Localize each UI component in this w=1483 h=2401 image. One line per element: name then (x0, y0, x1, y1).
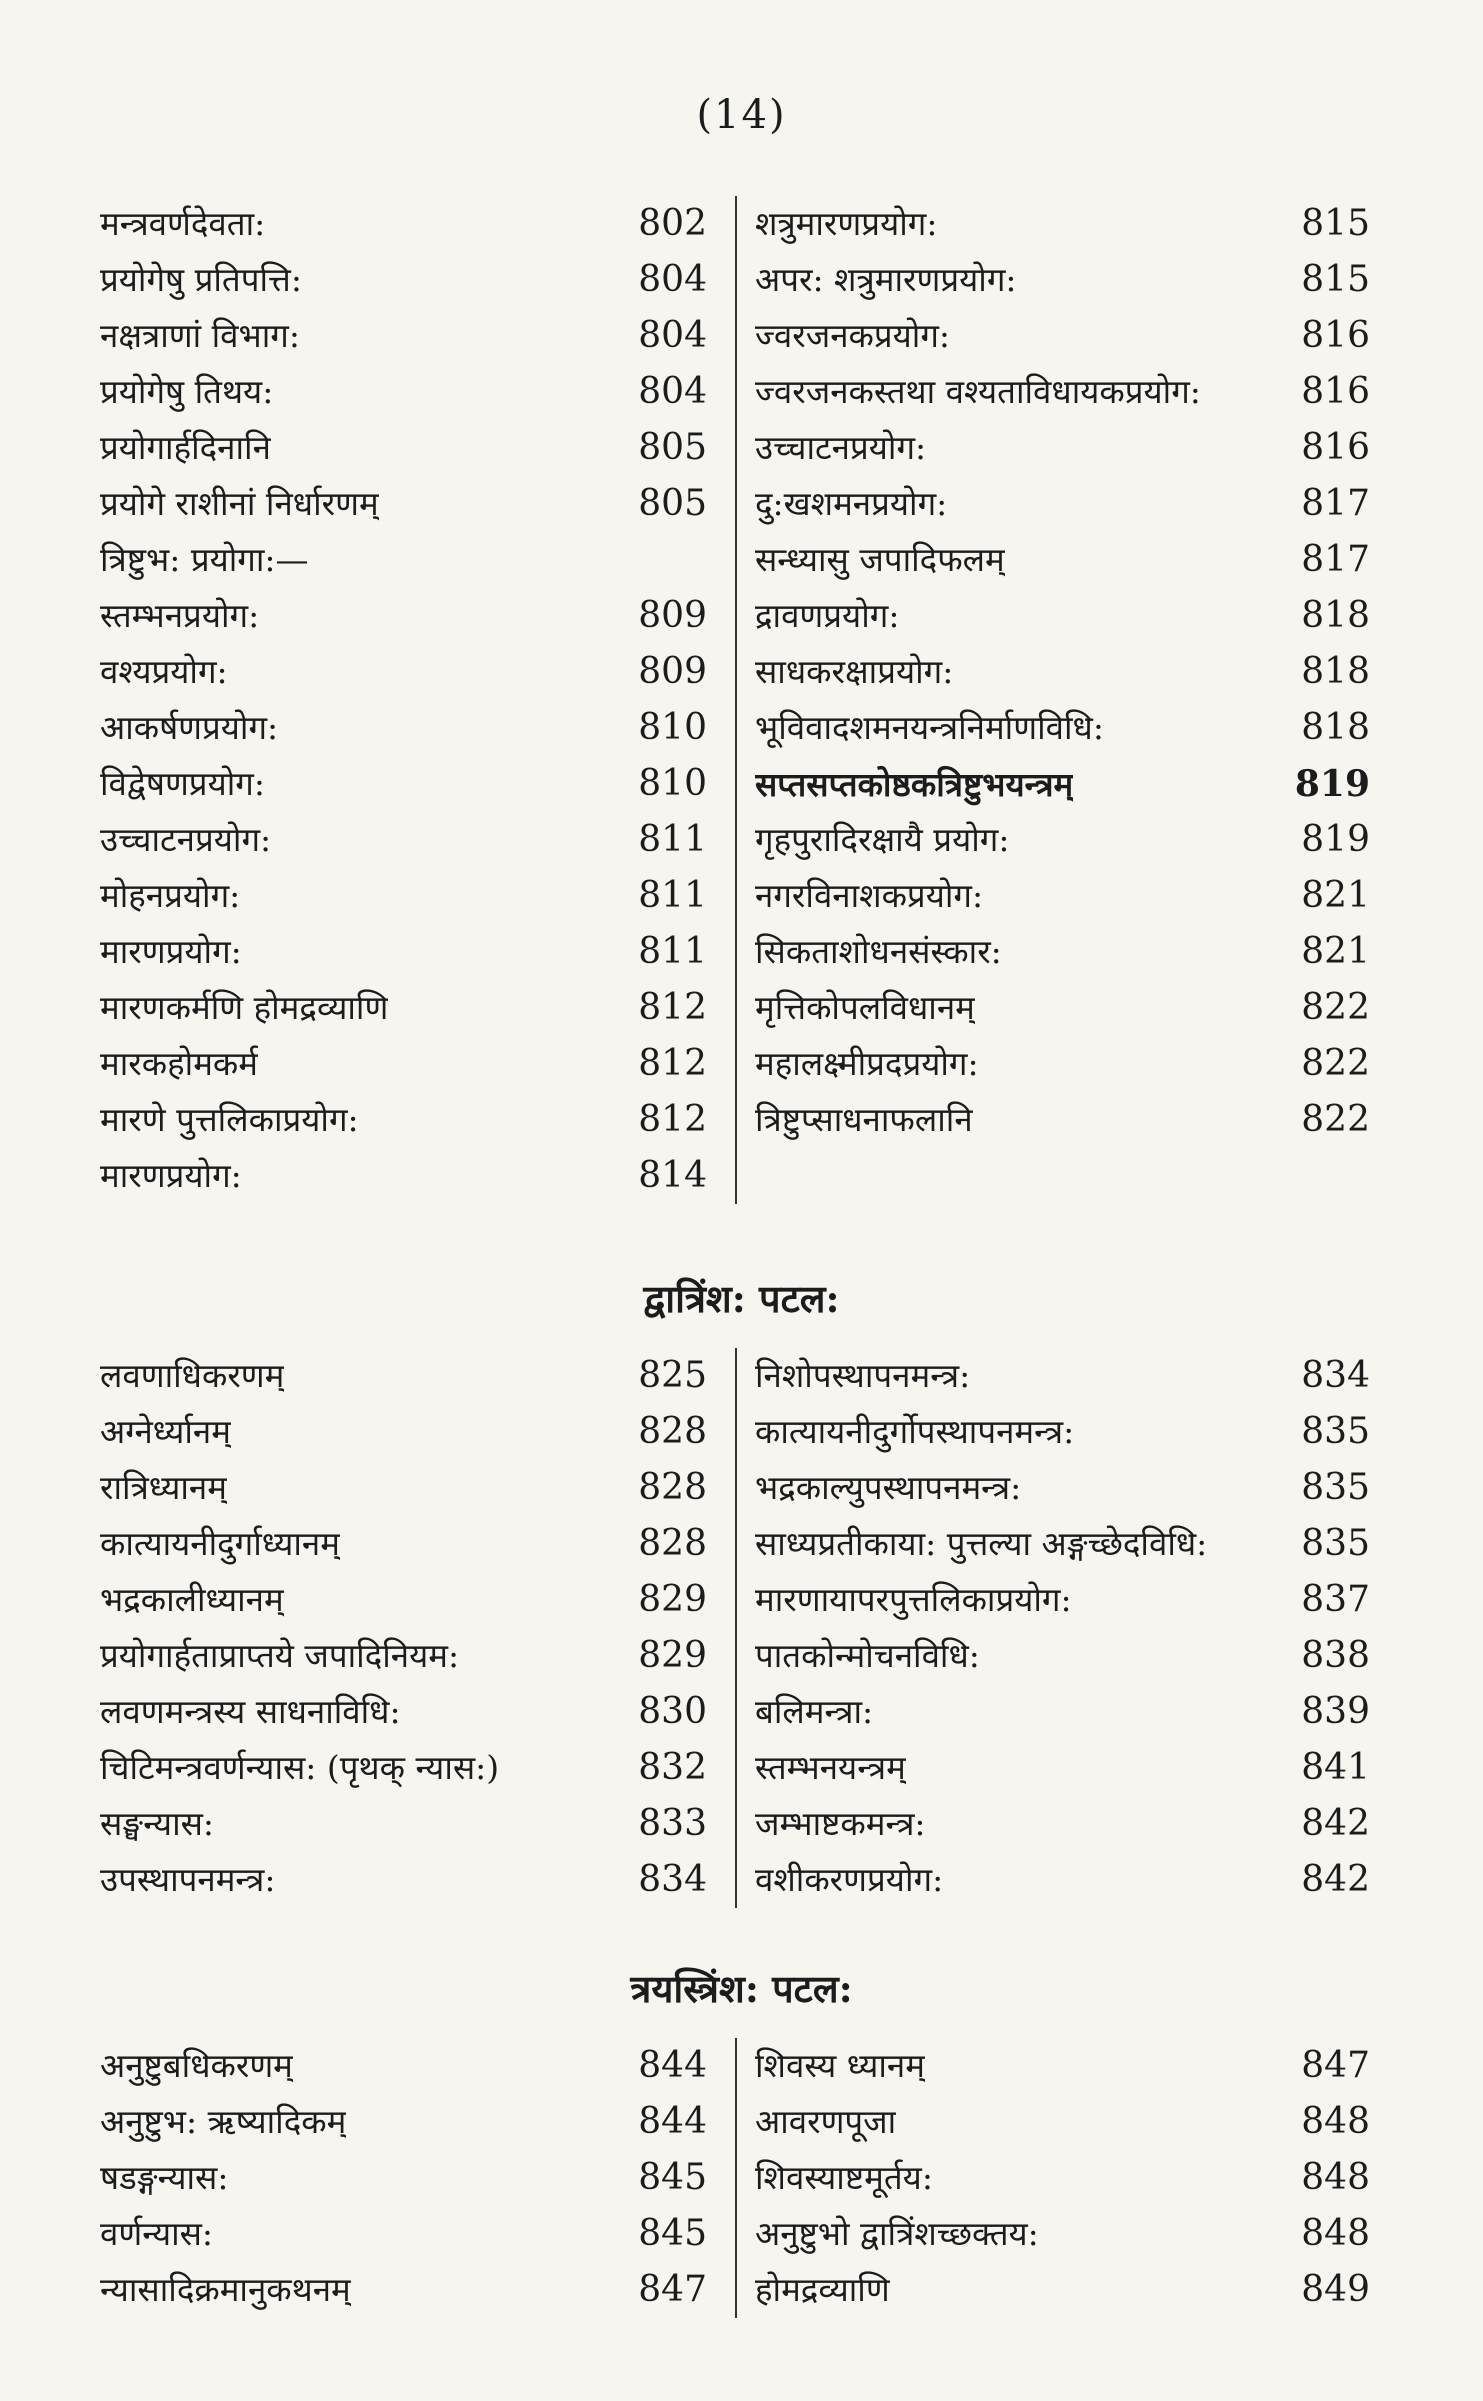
entry-title: विद्वेषणप्रयोग: (100, 764, 265, 803)
entry-page-number: 844 (638, 2101, 707, 2142)
entry-page-number: 816 (1301, 315, 1370, 356)
entry-title: अग्नेर्ध्यानम् (100, 1412, 231, 1451)
entry-title: रात्रिध्यानम् (100, 1468, 227, 1507)
toc-entry (755, 532, 1370, 588)
entry-title: आकर्षणप्रयोग: (100, 708, 279, 747)
entry-page-number: 812 (638, 987, 707, 1028)
section-1-right-column (735, 196, 1370, 1204)
entry-title: मारणप्रयोग: (100, 932, 242, 971)
entry-page-number: 835 (1301, 1411, 1370, 1452)
entry-title: ज्वरजनकप्रयोग: (755, 316, 951, 355)
entry-page-number: 834 (638, 1859, 707, 1900)
entry-title: शिवस्य ध्यानम् (755, 2046, 925, 2085)
entry-page-number: 847 (1301, 2045, 1370, 2086)
section-3-right-column (735, 2038, 1370, 2318)
toc-entry (100, 1516, 707, 1572)
toc-entry (100, 1092, 707, 1148)
entry-title: चिटिमन्त्रवर्णन्यास: (पृथक् न्यास:) (100, 1748, 500, 1787)
toc-entry (755, 2038, 1370, 2094)
entry-page-number: 839 (1301, 1691, 1370, 1732)
toc-entry (755, 308, 1370, 364)
entry-title: प्रयोगार्हदिनानि (100, 428, 271, 467)
toc-entry (100, 644, 707, 700)
entry-title: बलिमन्त्रा: (755, 1692, 874, 1731)
entry-page-number: 804 (638, 315, 707, 356)
entry-page-number: 809 (638, 595, 707, 636)
entry-title: आवरणपूजा (755, 2102, 897, 2141)
section-1 (100, 196, 1370, 1204)
entry-page-number: 841 (1301, 1747, 1370, 1788)
toc-entry (755, 2150, 1370, 2206)
entry-title: मृत्तिकोपलविधानम् (755, 988, 975, 1027)
entry-title: मारणप्रयोग: (100, 1156, 242, 1195)
toc-entry (100, 1572, 707, 1628)
toc-entry (755, 1348, 1370, 1404)
entry-title: साधकरक्षाप्रयोग: (755, 652, 954, 691)
entry-title: सप्तसप्तकोष्ठकत्रिष्टुभयन्त्रम् (755, 765, 1074, 804)
entry-page-number: 812 (638, 1043, 707, 1084)
entry-title: लवणाधिकरणम् (100, 1356, 285, 1395)
toc-entry (100, 1404, 707, 1460)
entry-page-number: 822 (1301, 1043, 1370, 1084)
entry-title: मारणे पुत्तलिकाप्रयोग: (100, 1100, 359, 1139)
entry-title: द्रावणप्रयोग: (755, 596, 900, 635)
toc-entry (755, 1740, 1370, 1796)
toc-entry (100, 700, 707, 756)
entry-title: प्रयोगेषु तिथय: (100, 372, 274, 411)
entry-page-number: 811 (638, 931, 707, 972)
entry-title: शिवस्याष्टमूर्तय: (755, 2158, 933, 2197)
toc-entry (100, 420, 707, 476)
entry-title: सन्ध्यासु जपादिफलम् (755, 540, 1005, 579)
entry-title: उच्चाटनप्रयोग: (100, 820, 272, 859)
entry-page-number: 825 (638, 1355, 707, 1396)
toc-entry (100, 308, 707, 364)
entry-page-number: 848 (1301, 2213, 1370, 2254)
entry-title: लवणमन्त्रस्य साधनाविधि: (100, 1692, 401, 1731)
toc-entry (100, 2094, 707, 2150)
entry-title: प्रयोगार्हताप्राप्तये जपादिनियम: (100, 1636, 460, 1675)
entry-page-number: 842 (1301, 1803, 1370, 1844)
toc-entry (100, 1460, 707, 1516)
section-3-heading: त्रयस्त्रिंश: पटल: (630, 1966, 853, 2011)
toc-entry (755, 756, 1370, 812)
entry-page-number: 816 (1301, 427, 1370, 468)
entry-title: कात्यायनीदुर्गाध्यानम् (100, 1524, 340, 1563)
entry-title: त्रिष्टुप्साधनाफलानि (755, 1100, 973, 1139)
entry-title: भूविवादशमनयन्त्रनिर्माणविधि: (755, 708, 1104, 747)
entry-title: होमद्रव्याणि (755, 2270, 890, 2309)
toc-entry (100, 924, 707, 980)
entry-title: ज्वरजनकस्तथा वश्यताविधायकप्रयोग: (755, 372, 1201, 411)
entry-page-number: 844 (638, 2045, 707, 2086)
entry-page-number: 848 (1301, 2101, 1370, 2142)
entry-title: सिकताशोधनसंस्कार: (755, 932, 1002, 971)
entry-title: उपस्थापनमन्त्र: (100, 1860, 276, 1899)
toc-entry (755, 1852, 1370, 1908)
entry-page-number: 834 (1301, 1355, 1370, 1396)
toc-entry (755, 1516, 1370, 1572)
toc-entry (100, 1796, 707, 1852)
toc-entry (100, 1036, 707, 1092)
entry-title: गृहपुरादिरक्षायै प्रयोग: (755, 820, 1010, 859)
entry-page-number: 830 (638, 1691, 707, 1732)
toc-entry (755, 252, 1370, 308)
entry-page-number: 845 (638, 2213, 707, 2254)
entry-page-number: 848 (1301, 2157, 1370, 2198)
toc-entry (100, 980, 707, 1036)
toc-entry (100, 2150, 707, 2206)
entry-page-number: 842 (1301, 1859, 1370, 1900)
entry-page-number: 810 (638, 763, 707, 804)
toc-entry (755, 924, 1370, 980)
entry-title: पातकोन्मोचनविधि: (755, 1636, 980, 1675)
entry-page-number: 810 (638, 707, 707, 748)
section-2-heading: द्वात्रिंश: पटल: (643, 1276, 840, 1321)
entry-page-number: 818 (1301, 707, 1370, 748)
entry-title: त्रिष्टुभ: प्रयोगा:— (100, 540, 309, 579)
toc-entry (755, 980, 1370, 1036)
entry-title: मन्त्रवर्णदेवता: (100, 204, 266, 243)
entry-title: प्रयोगेषु प्रतिपत्ति: (100, 260, 302, 299)
section-2-right-column (735, 1348, 1370, 1908)
entry-page-number: 832 (638, 1747, 707, 1788)
toc-entry (100, 1148, 707, 1204)
entry-page-number: 828 (638, 1523, 707, 1564)
entry-title: साध्यप्रतीकाया: पुत्तल्या अङ्गच्छेदविधि: (755, 1524, 1208, 1563)
toc-entry (755, 1572, 1370, 1628)
entry-title: दु:खशमनप्रयोग: (755, 484, 948, 523)
entry-title: महालक्ष्मीप्रदप्रयोग: (755, 1044, 979, 1083)
entry-title: वर्णन्यास: (100, 2214, 214, 2253)
toc-entry (100, 2262, 707, 2318)
entry-page-number: 811 (638, 819, 707, 860)
entry-page-number: 812 (638, 1099, 707, 1140)
toc-entry (755, 812, 1370, 868)
entry-title: शत्रुमारणप्रयोग: (755, 204, 938, 243)
toc-entry (755, 644, 1370, 700)
entry-title: नगरविनाशकप्रयोग: (755, 876, 984, 915)
entry-page-number: 817 (1301, 483, 1370, 524)
entry-title: कात्यायनीदुर्गोपस्थापनमन्त्र: (755, 1412, 1075, 1451)
entry-page-number: 821 (1301, 931, 1370, 972)
entry-title: स्तम्भनप्रयोग: (100, 596, 260, 635)
entry-page-number: 802 (638, 203, 707, 244)
entry-title: प्रयोगे राशीनां निर्धारणम् (100, 484, 379, 523)
entry-title: उच्चाटनप्रयोग: (755, 428, 927, 467)
entry-page-number: 821 (1301, 875, 1370, 916)
toc-entry (755, 1628, 1370, 1684)
entry-page-number: 819 (1294, 763, 1370, 805)
entry-page-number: 804 (638, 371, 707, 412)
entry-page-number: 837 (1301, 1579, 1370, 1620)
section-3-left-column (100, 2038, 735, 2318)
toc-entry (755, 196, 1370, 252)
toc-entry (755, 1460, 1370, 1516)
entry-page-number: 828 (638, 1467, 707, 1508)
entry-title: नक्षत्राणां विभाग: (100, 316, 300, 355)
entry-page-number: 819 (1301, 819, 1370, 860)
toc-entry (755, 868, 1370, 924)
entry-title: अपर: शत्रुमारणप्रयोग: (755, 260, 1017, 299)
toc-entry (100, 756, 707, 812)
entry-title: न्यासादिक्रमानुकथनम् (100, 2270, 351, 2309)
toc-entry (100, 1740, 707, 1796)
entry-page-number: 818 (1301, 595, 1370, 636)
entry-page-number: 815 (1301, 203, 1370, 244)
entry-page-number: 847 (638, 2269, 707, 2310)
toc-entry (100, 588, 707, 644)
entry-page-number: 816 (1301, 371, 1370, 412)
entry-title: मोहनप्रयोग: (100, 876, 241, 915)
toc-entry (100, 196, 707, 252)
entry-title: वश्यप्रयोग: (100, 652, 228, 691)
toc-entry (755, 364, 1370, 420)
toc-entry (100, 868, 707, 924)
toc-entry (755, 700, 1370, 756)
toc-entry (755, 1404, 1370, 1460)
entry-title: षडङ्गन्यास: (100, 2158, 229, 2197)
toc-entry (100, 476, 707, 532)
entry-page-number: 849 (1301, 2269, 1370, 2310)
entry-title: अनुष्टुभ: ऋष्यादिकम् (100, 2102, 347, 2141)
entry-title: भद्रकालीध्यानम् (100, 1580, 284, 1619)
toc-entry (100, 1684, 707, 1740)
entry-page-number: 817 (1301, 539, 1370, 580)
entry-title: मारकहोमकर्म (100, 1044, 259, 1083)
entry-title: निशोपस्थापनमन्त्र: (755, 1356, 971, 1395)
entry-title: सङ्घन्यास: (100, 1804, 215, 1843)
entry-page-number: 829 (638, 1579, 707, 1620)
entry-page-number: 833 (638, 1803, 707, 1844)
entry-page-number: 822 (1301, 987, 1370, 1028)
entry-page-number: 818 (1301, 651, 1370, 692)
toc-entry (100, 532, 707, 588)
entry-title: अनुष्टुभो द्वात्रिंशच्छक्तय: (755, 2214, 1039, 2253)
toc-entry (755, 420, 1370, 476)
section-1-left-column (100, 196, 735, 1204)
entry-page-number: 835 (1301, 1467, 1370, 1508)
entry-title: जम्भाष्टकमन्त्र: (755, 1804, 926, 1843)
entry-page-number: 829 (638, 1635, 707, 1676)
section-2-left-column (100, 1348, 735, 1908)
toc-entry (755, 1036, 1370, 1092)
toc-entry (100, 1348, 707, 1404)
entry-title: वशीकरणप्रयोग: (755, 1860, 944, 1899)
toc-entry (100, 2206, 707, 2262)
toc-entry (100, 812, 707, 868)
toc-entry (755, 1092, 1370, 1148)
toc-entry (755, 2206, 1370, 2262)
section-2 (100, 1348, 1370, 1908)
entry-title: स्तम्भनयन्त्रम् (755, 1748, 906, 1787)
entry-page-number: 822 (1301, 1099, 1370, 1140)
toc-entry (100, 2038, 707, 2094)
toc-entry (100, 1628, 707, 1684)
entry-page-number: 815 (1301, 259, 1370, 300)
toc-entry (100, 252, 707, 308)
section-3 (100, 2038, 1370, 2318)
entry-title: मारणकर्मणि होमद्रव्याणि (100, 988, 389, 1027)
toc-entry (755, 588, 1370, 644)
entry-page-number: 809 (638, 651, 707, 692)
toc-entry (100, 364, 707, 420)
page-number: (14) (696, 92, 787, 138)
entry-title: भद्रकाल्युपस्थापनमन्त्र: (755, 1468, 1022, 1507)
toc-entry (755, 476, 1370, 532)
entry-page-number: 804 (638, 259, 707, 300)
entry-page-number: 828 (638, 1411, 707, 1452)
toc-entry (100, 1852, 707, 1908)
entry-page-number: 814 (638, 1155, 707, 1196)
entry-title: मारणायापरपुत्तलिकाप्रयोग: (755, 1580, 1072, 1619)
toc-entry (755, 1796, 1370, 1852)
entry-page-number: 805 (638, 483, 707, 524)
entry-page-number: 805 (638, 427, 707, 468)
entry-page-number: 811 (638, 875, 707, 916)
entry-page-number: 835 (1301, 1523, 1370, 1564)
entry-title: अनुष्टुबधिकरणम् (100, 2046, 293, 2085)
entry-page-number: 838 (1301, 1635, 1370, 1676)
toc-entry (755, 2262, 1370, 2318)
toc-entry (755, 1684, 1370, 1740)
entry-page-number: 845 (638, 2157, 707, 2198)
toc-entry (755, 2094, 1370, 2150)
